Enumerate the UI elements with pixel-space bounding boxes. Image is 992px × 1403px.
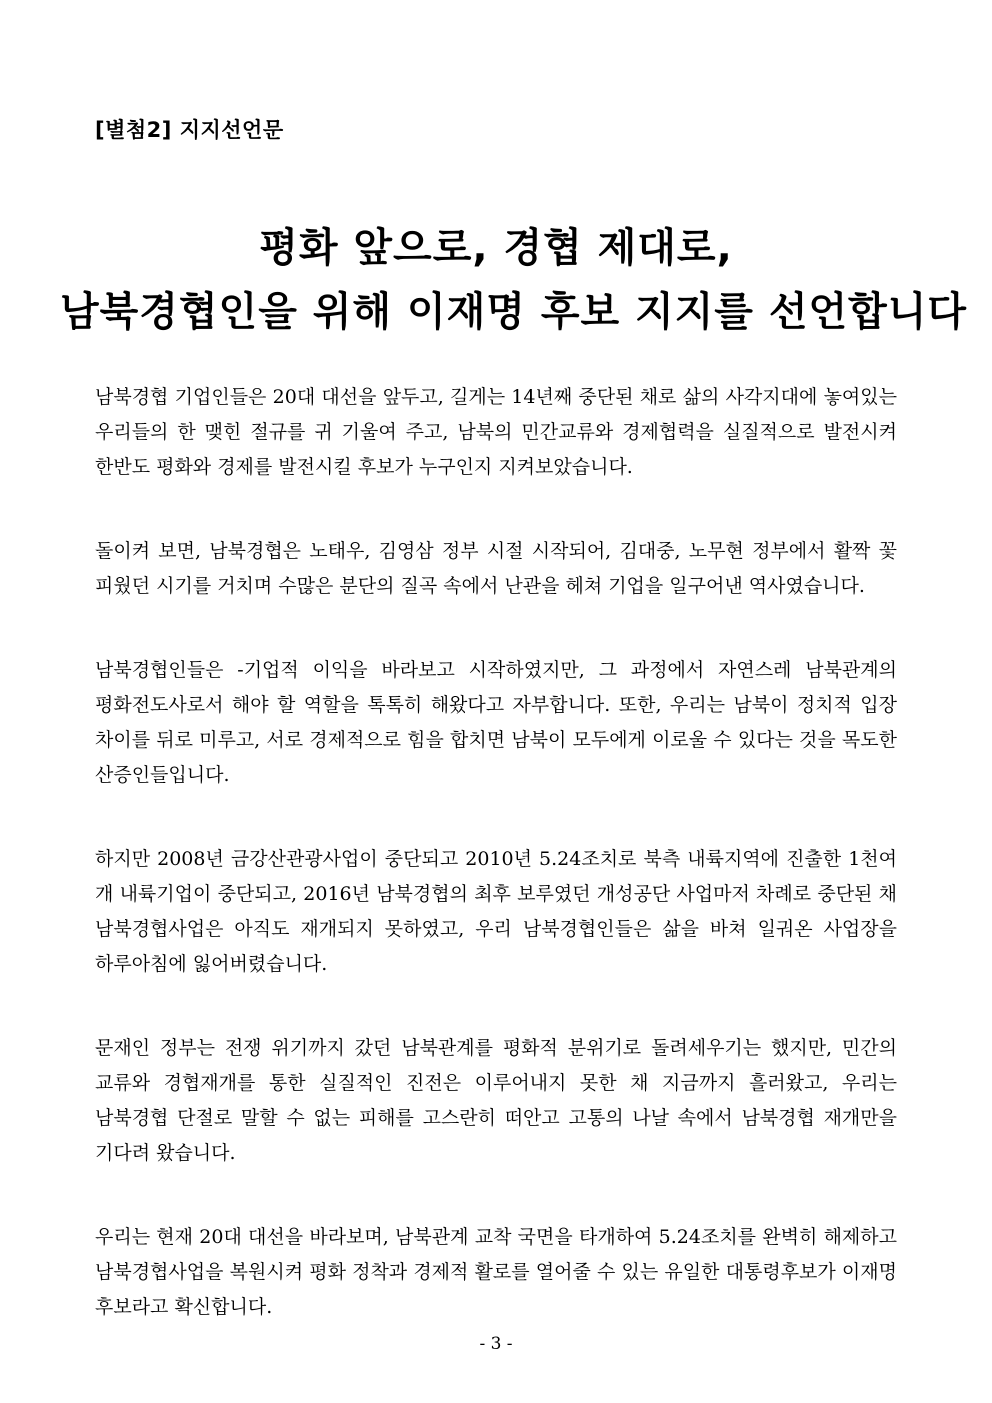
- paragraph: 문재인 정부는 전쟁 위기까지 갔던 남북관계를 평화적 분위기로 돌려세우기는 했지만, 민간의 교류와 경협재개를 통한 실질적인 진전은 이루어내지 못한 채 지금까지 흘러왔고, 우리는 남북경협 단절로 말할 수 없는 피해를 고스란히 떠안고 고통의 나날 속에서 남북경협 재개만을 기다려 왔습니다.: [95, 1037, 897, 1164]
- page-number: - 3 -: [479, 1334, 513, 1354]
- paragraph: 남북경협 기업인들은 20대 대선을 앞두고, 길게는 14년째 중단된 채로 삶의 사각지대에 놓여있는 우리들의 한 맺힌 절규를 귀 기울여 주고, 남북의 민간교류와 경제협력을 실질적으로 발전시켜 한반도 평화와 경제를 발전시킬 후보가 누구인지 지켜보았습니다.: [95, 386, 897, 478]
- paragraph: 남북경협인들은 -기업적 이익을 바라보고 시작하였지만, 그 과정에서 자연스레 남북관계의 평화전도사로서 해야 할 역할을 톡톡히 해왔다고 자부합니다. 또한, 우리는 남북이 정치적 입장 차이를 뒤로 미루고, 서로 경제적으로 힘을 합치면 남북이 모두에게 이로울 수 있다는 것을 목도한 산증인들입니다.: [95, 659, 897, 786]
- paragraph: 하지만 2008년 금강산관광사업이 중단되고 2010년 5.24조치로 북측 내륙지역에 진출한 1천여 개 내륙기업이 중단되고, 2016년 남북경협의 최후 보루였던 개성공단 사업마저 차례로 중단된 채 남북경협사업은 아직도 재개되지 못하였고, 우리 남북경협인들은 삶을 바쳐 일궈온 사업장을 하루아침에 잃어버렸습니다.: [95, 848, 897, 975]
- title-line-1: 평화 앞으로, 경협 제대로,: [259, 225, 733, 271]
- paragraph: 돌이켜 보면, 남북경협은 노태우, 김영삼 정부 시절 시작되어, 김대중, 노무현 정부에서 활짝 꽃 피웠던 시기를 거치며 수많은 분단의 질곡 속에서 난관을 헤쳐 기업을 일구어낸 역사였습니다.: [95, 540, 897, 597]
- title-line-2: 남북경협인을 위해 이재명 후보 지지를 선언합니다: [60, 289, 968, 335]
- paragraph: 우리는 현재 20대 대선을 바라보며, 남북관계 교착 국면을 타개하여 5.24조치를 완벽히 해제하고 남북경협사업을 복원시켜 평화 정착과 경제적 활로를 열어줄 수 있는 유일한 대통령후보가 이재명 후보라고 확신합니다.: [95, 1226, 897, 1318]
- attachment-label: [별첨2] 지지선언문: [95, 118, 284, 142]
- document-body: [95, 380, 897, 1374]
